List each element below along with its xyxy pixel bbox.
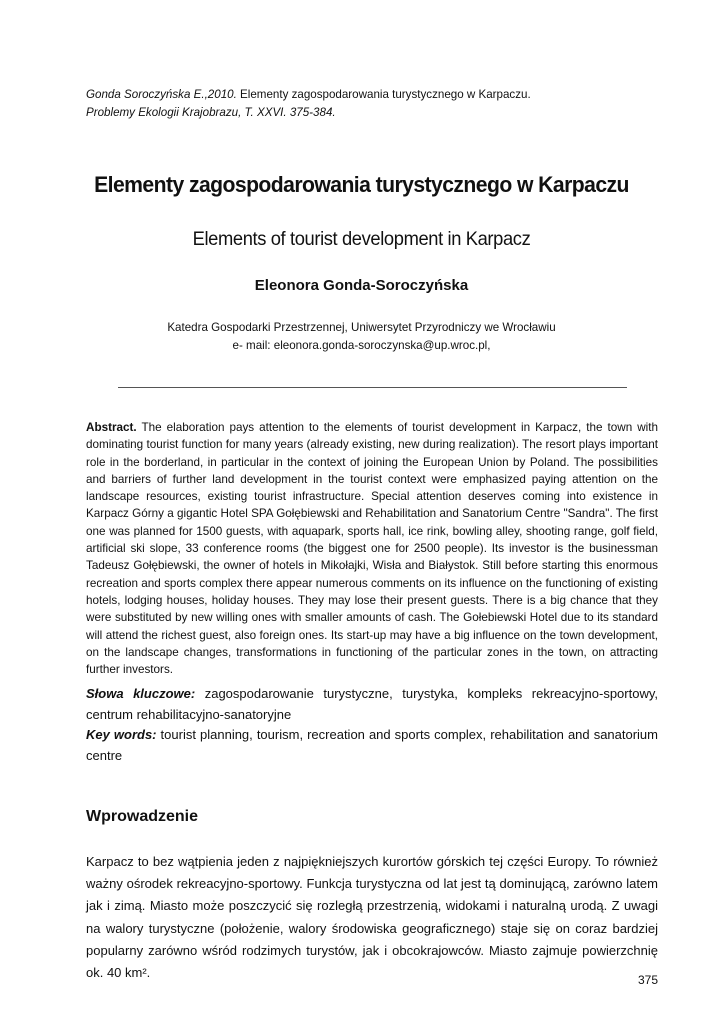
abstract	[86, 419, 658, 678]
citation-line-2	[86, 104, 646, 122]
citation-article-title: Elementy zagospodarowania turystycznego w Karpaczu.	[236, 88, 531, 101]
abstract-label: Abstract.	[86, 421, 137, 434]
keywords-polish-text: zagospodarowanie turystyczne, turystyka, kompleks rekreacyjno-sportowy, centrum rehabilitacyjno-sanatoryjne	[86, 686, 658, 722]
page-number: 375	[637, 973, 658, 987]
citation-line-1	[86, 86, 646, 104]
author-name: Eleonora Gonda-Soroczyńska	[254, 277, 469, 294]
keywords-block	[86, 684, 658, 766]
citation-authors: Gonda Soroczyńska E.,2010.	[86, 88, 237, 101]
affiliation	[40, 319, 683, 355]
paper-subtitle: Elements of tourist development in Karpacz	[192, 228, 531, 250]
keywords-polish-label: Słowa kluczowe:	[86, 686, 196, 701]
keywords-english	[86, 725, 658, 766]
keywords-english-label: Key words:	[86, 727, 157, 742]
citation-journal: Problemy Ekologii Krajobrazu, T. XXVI. 375-384.	[86, 106, 336, 119]
citation	[86, 86, 646, 122]
intro-paragraph: Karpacz to bez wątpienia jeden z najpiękniejszych kurortów górskich tej części Europy. To również ważny ośrodek rekreacyjno-sportowy. Funkcja turystyczna od lat jest tą dominującą, zarówno latem jak i zimą. Miasto może poszczycić się rozległą przestrzenią, widokami i naturalną urodą. Z uwagi na walory turystyczne (położenie, walory środowiska geograficznego) staje się on coraz bardziej popularny zarówno wśród rodzimych turystów, jak i obcokrajowców. Miasto zajmuje powierzchnię ok. 40 km².	[86, 854, 658, 981]
paper-title: Elementy zagospodarowania turystycznego w Karpaczu	[94, 172, 629, 197]
affiliation-department: Katedra Gospodarki Przestrzennej, Uniwersytet Przyrodniczy we Wrocławiu	[167, 321, 556, 334]
author-email: e- mail: eleonora.gonda-soroczynska@up.wroc.pl,	[232, 339, 491, 352]
section-heading: Wprowadzenie	[86, 808, 199, 825]
keywords-english-text: tourist planning, tourism, recreation and sports complex, rehabilitation and sanatorium centre	[86, 727, 658, 763]
horizontal-divider	[118, 387, 627, 388]
abstract-text: The elaboration pays attention to the elements of tourist development in Karpacz, the town with dominating tourist function for many years (already existing, new during realization). The resort plays important role in the borderland, in particular in the context of joining the European Union by Poland. The possibilities and barriers of further land development in the tourist context were emphasized paying attention on the landscape resources, existing tourist infrastructure. Special attention deserves coming into existence in Karpacz Górny a gigantic Hotel SPA Gołębiewski and Rehabilitation and Sanatorium Centre "Sandra". The first one was planned for 1500 guests, with aquapark, sports hall, ice rink, bowling alley, shooting range, golf field, artificial ski slope, 33 conference rooms (the biggest one for 2500 people). Its investor is the businessman Tadeusz Gołębiewski, the owner of hotels in Mikołajki, Wisła and Białystok. Still before starting this enormous recreation and sports complex there appear numerous comments on its influence on the functioning of existing hotels, lodging houses, holiday houses. They may lose their present guests. There is a big chance that they were substituted by new willing ones with smaller amounts of cash. The Gołebiewski Hotel due to its standard will attend the richest guest, also foreign ones. Its start-up may have a big influence on the town development, on the landscape changes, transformations in functioning of the particular zones in the town, on attracting further investors.	[86, 421, 658, 677]
keywords-polish	[86, 684, 658, 725]
